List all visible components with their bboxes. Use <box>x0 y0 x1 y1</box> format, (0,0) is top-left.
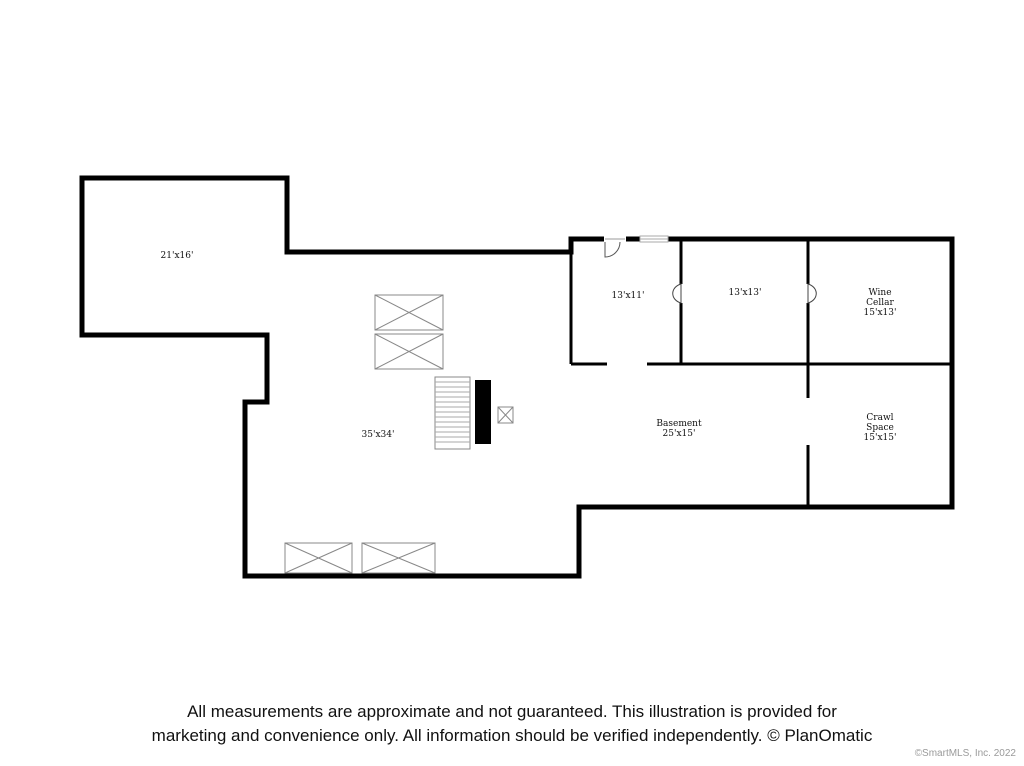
window <box>640 236 668 242</box>
copyright-watermark: ©SmartMLS, Inc. 2022 <box>914 748 1016 759</box>
room-dim-b: 13'x11' <box>611 291 645 301</box>
disclaimer-line-1: All measurements are approximate and not guaranteed. This illustration is provided for <box>187 702 837 721</box>
door-swing <box>673 284 681 303</box>
top-door <box>604 236 626 257</box>
wine-cellar-dim: 15'x13' <box>863 308 897 318</box>
door-swing <box>808 284 816 303</box>
crawl-space-name-2: Space <box>866 423 894 433</box>
wine-cellar-name-2: Cellar <box>866 298 894 308</box>
room-dim-a: 21'x16' <box>160 251 194 261</box>
staircase <box>435 377 491 449</box>
room-dim-main: 35'x34' <box>361 430 395 440</box>
disclaimer-line-2: marketing and convenience only. All information should be verified independently. © PlanOmatic <box>151 726 873 745</box>
interior-walls <box>571 241 952 507</box>
basement-name: Basement <box>656 419 702 429</box>
exterior-wall <box>82 178 952 576</box>
crawl-space-dim: 15'x15' <box>863 433 897 443</box>
room-dim-c: 13'x13' <box>728 288 762 298</box>
crawl-space-name: Crawl <box>866 413 894 423</box>
wine-cellar-name: Wine <box>868 288 892 298</box>
basement-dim: 25'x15' <box>662 429 696 439</box>
